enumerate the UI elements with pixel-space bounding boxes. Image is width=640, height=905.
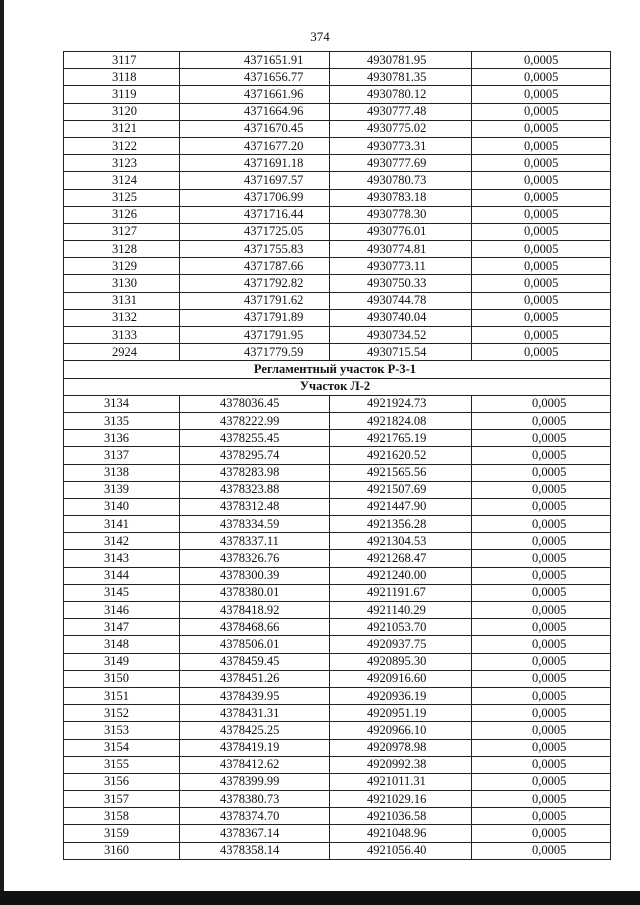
- accuracy-cell: 0,0005: [472, 602, 611, 619]
- point-number-cell: 3120: [64, 103, 180, 120]
- point-number-cell: 3156: [64, 773, 180, 790]
- x-coordinate-cell: 4378036.45: [180, 395, 330, 412]
- x-coordinate-cell: 4371716.44: [180, 206, 330, 223]
- y-coordinate-cell: 4930778.30: [330, 206, 472, 223]
- point-number-cell: 3136: [64, 430, 180, 447]
- x-coordinate-cell: 4378358.14: [180, 842, 330, 859]
- x-coordinate-cell: 4371791.95: [180, 327, 330, 344]
- point-number-cell: 3126: [64, 206, 180, 223]
- point-number-cell: 3123: [64, 155, 180, 172]
- y-coordinate-cell: 4921240.00: [330, 567, 472, 584]
- accuracy-cell: 0,0005: [472, 309, 611, 326]
- point-number-cell: 3121: [64, 120, 180, 137]
- table-row: [64, 653, 611, 670]
- accuracy-cell: 0,0005: [472, 773, 611, 790]
- accuracy-cell: 0,0005: [472, 705, 611, 722]
- table-row: [64, 292, 611, 309]
- x-coordinate-cell: 4378425.25: [180, 722, 330, 739]
- table-row: [64, 69, 611, 86]
- section-heading-reglament-row: [64, 361, 611, 378]
- x-coordinate-cell: 4378374.70: [180, 808, 330, 825]
- x-coordinate-cell: 4371697.57: [180, 172, 330, 189]
- x-coordinate-cell: 4378380.01: [180, 584, 330, 601]
- accuracy-cell: 0,0005: [472, 653, 611, 670]
- scan-bottom-edge: [0, 891, 640, 905]
- accuracy-cell: 0,0005: [472, 516, 611, 533]
- table-row: [64, 241, 611, 258]
- point-number-cell: 3153: [64, 722, 180, 739]
- x-coordinate-cell: 4378300.39: [180, 567, 330, 584]
- point-number-cell: 3158: [64, 808, 180, 825]
- accuracy-cell: 0,0005: [472, 584, 611, 601]
- point-number-cell: 3137: [64, 447, 180, 464]
- x-coordinate-cell: 4378439.95: [180, 687, 330, 704]
- y-coordinate-cell: 4930715.54: [330, 344, 472, 361]
- x-coordinate-cell: 4378418.92: [180, 602, 330, 619]
- accuracy-cell: 0,0005: [472, 172, 611, 189]
- scan-edge: [0, 0, 4, 905]
- x-coordinate-cell: 4371677.20: [180, 137, 330, 154]
- y-coordinate-cell: 4930740.04: [330, 309, 472, 326]
- accuracy-cell: 0,0005: [472, 567, 611, 584]
- y-coordinate-cell: 4921620.52: [330, 447, 472, 464]
- y-coordinate-cell: 4921053.70: [330, 619, 472, 636]
- y-coordinate-cell: 4921765.19: [330, 430, 472, 447]
- table-row: [64, 619, 611, 636]
- x-coordinate-cell: 4378459.45: [180, 653, 330, 670]
- accuracy-cell: 0,0005: [472, 103, 611, 120]
- accuracy-cell: 0,0005: [472, 86, 611, 103]
- accuracy-cell: 0,0005: [472, 825, 611, 842]
- x-coordinate-cell: 4371656.77: [180, 69, 330, 86]
- table-row: [64, 722, 611, 739]
- x-coordinate-cell: 4371791.89: [180, 309, 330, 326]
- table-row: [64, 584, 611, 601]
- accuracy-cell: 0,0005: [472, 756, 611, 773]
- point-number-cell: 3150: [64, 670, 180, 687]
- y-coordinate-cell: 4920937.75: [330, 636, 472, 653]
- point-number-cell: 3135: [64, 412, 180, 429]
- point-number-cell: 3142: [64, 533, 180, 550]
- table-row: [64, 447, 611, 464]
- point-number-cell: 3124: [64, 172, 180, 189]
- x-coordinate-cell: 4371755.83: [180, 241, 330, 258]
- table-row: [64, 464, 611, 481]
- y-coordinate-cell: 4930773.31: [330, 137, 472, 154]
- x-coordinate-cell: 4378337.11: [180, 533, 330, 550]
- y-coordinate-cell: 4930774.81: [330, 241, 472, 258]
- x-coordinate-cell: 4378312.48: [180, 498, 330, 515]
- table-row: [64, 705, 611, 722]
- y-coordinate-cell: 4930734.52: [330, 327, 472, 344]
- y-coordinate-cell: 4920992.38: [330, 756, 472, 773]
- point-number-cell: 2924: [64, 344, 180, 361]
- y-coordinate-cell: 4920951.19: [330, 705, 472, 722]
- point-number-cell: 3147: [64, 619, 180, 636]
- table-row: [64, 103, 611, 120]
- point-number-cell: 3132: [64, 309, 180, 326]
- x-coordinate-cell: 4371691.18: [180, 155, 330, 172]
- accuracy-cell: 0,0005: [472, 464, 611, 481]
- table-row: [64, 687, 611, 704]
- section-heading-plot-row: [64, 378, 611, 395]
- y-coordinate-cell: 4930744.78: [330, 292, 472, 309]
- x-coordinate-cell: 4378399.99: [180, 773, 330, 790]
- x-coordinate-cell: 4378326.76: [180, 550, 330, 567]
- y-coordinate-cell: 4921924.73: [330, 395, 472, 412]
- x-coordinate-cell: 4371779.59: [180, 344, 330, 361]
- y-coordinate-cell: 4921447.90: [330, 498, 472, 515]
- table-row: [64, 344, 611, 361]
- point-number-cell: 3144: [64, 567, 180, 584]
- table-row: [64, 86, 611, 103]
- accuracy-cell: 0,0005: [472, 550, 611, 567]
- point-number-cell: 3134: [64, 395, 180, 412]
- table-row: [64, 155, 611, 172]
- y-coordinate-cell: 4930781.95: [330, 52, 472, 69]
- accuracy-cell: 0,0005: [472, 481, 611, 498]
- y-coordinate-cell: 4921304.53: [330, 533, 472, 550]
- y-coordinate-cell: 4930750.33: [330, 275, 472, 292]
- table-row: [64, 172, 611, 189]
- accuracy-cell: 0,0005: [472, 791, 611, 808]
- x-coordinate-cell: 4371651.91: [180, 52, 330, 69]
- section-heading-reglament: Регламентный участок Р-3-1: [64, 361, 611, 378]
- x-coordinate-cell: 4371725.05: [180, 223, 330, 240]
- x-coordinate-cell: 4378431.31: [180, 705, 330, 722]
- table-row: [64, 791, 611, 808]
- point-number-cell: 3118: [64, 69, 180, 86]
- point-number-cell: 3128: [64, 241, 180, 258]
- accuracy-cell: 0,0005: [472, 430, 611, 447]
- table-row: [64, 430, 611, 447]
- point-number-cell: 3125: [64, 189, 180, 206]
- table-row: [64, 670, 611, 687]
- x-coordinate-cell: 4371661.96: [180, 86, 330, 103]
- point-number-cell: 3131: [64, 292, 180, 309]
- table-row: [64, 498, 611, 515]
- accuracy-cell: 0,0005: [472, 842, 611, 859]
- x-coordinate-cell: 4378380.73: [180, 791, 330, 808]
- y-coordinate-cell: 4921056.40: [330, 842, 472, 859]
- accuracy-cell: 0,0005: [472, 155, 611, 172]
- point-number-cell: 3155: [64, 756, 180, 773]
- point-number-cell: 3130: [64, 275, 180, 292]
- point-number-cell: 3143: [64, 550, 180, 567]
- coordinates-table-body: [64, 52, 611, 860]
- y-coordinate-cell: 4921048.96: [330, 825, 472, 842]
- y-coordinate-cell: 4920978.98: [330, 739, 472, 756]
- accuracy-cell: 0,0005: [472, 670, 611, 687]
- y-coordinate-cell: 4930777.48: [330, 103, 472, 120]
- table-row: [64, 533, 611, 550]
- table-row: [64, 189, 611, 206]
- y-coordinate-cell: 4920966.10: [330, 722, 472, 739]
- y-coordinate-cell: 4921036.58: [330, 808, 472, 825]
- point-number-cell: 3154: [64, 739, 180, 756]
- point-number-cell: 3145: [64, 584, 180, 601]
- point-number-cell: 3139: [64, 481, 180, 498]
- x-coordinate-cell: 4378283.98: [180, 464, 330, 481]
- point-number-cell: 3127: [64, 223, 180, 240]
- accuracy-cell: 0,0005: [472, 206, 611, 223]
- point-number-cell: 3119: [64, 86, 180, 103]
- x-coordinate-cell: 4378412.62: [180, 756, 330, 773]
- accuracy-cell: 0,0005: [472, 687, 611, 704]
- y-coordinate-cell: 4921029.16: [330, 791, 472, 808]
- x-coordinate-cell: 4371792.82: [180, 275, 330, 292]
- accuracy-cell: 0,0005: [472, 120, 611, 137]
- x-coordinate-cell: 4371791.62: [180, 292, 330, 309]
- table-row: [64, 636, 611, 653]
- table-row: [64, 137, 611, 154]
- accuracy-cell: 0,0005: [472, 447, 611, 464]
- point-number-cell: 3129: [64, 258, 180, 275]
- section-heading-plot: Участок Л-2: [64, 378, 611, 395]
- x-coordinate-cell: 4371664.96: [180, 103, 330, 120]
- y-coordinate-cell: 4930777.69: [330, 155, 472, 172]
- point-number-cell: 3160: [64, 842, 180, 859]
- y-coordinate-cell: 4921824.08: [330, 412, 472, 429]
- accuracy-cell: 0,0005: [472, 223, 611, 240]
- point-number-cell: 3141: [64, 516, 180, 533]
- accuracy-cell: 0,0005: [472, 344, 611, 361]
- accuracy-cell: 0,0005: [472, 808, 611, 825]
- point-number-cell: 3149: [64, 653, 180, 670]
- y-coordinate-cell: 4921507.69: [330, 481, 472, 498]
- y-coordinate-cell: 4930775.02: [330, 120, 472, 137]
- point-number-cell: 3146: [64, 602, 180, 619]
- x-coordinate-cell: 4378323.88: [180, 481, 330, 498]
- accuracy-cell: 0,0005: [472, 241, 611, 258]
- table-row: [64, 808, 611, 825]
- table-row: [64, 327, 611, 344]
- table-row: [64, 395, 611, 412]
- accuracy-cell: 0,0005: [472, 275, 611, 292]
- accuracy-cell: 0,0005: [472, 69, 611, 86]
- table-row: [64, 309, 611, 326]
- accuracy-cell: 0,0005: [472, 533, 611, 550]
- point-number-cell: 3140: [64, 498, 180, 515]
- x-coordinate-cell: 4378367.14: [180, 825, 330, 842]
- table-row: [64, 602, 611, 619]
- table-row: [64, 825, 611, 842]
- point-number-cell: 3148: [64, 636, 180, 653]
- x-coordinate-cell: 4371787.66: [180, 258, 330, 275]
- accuracy-cell: 0,0005: [472, 498, 611, 515]
- y-coordinate-cell: 4921011.31: [330, 773, 472, 790]
- x-coordinate-cell: 4378506.01: [180, 636, 330, 653]
- table-row: [64, 516, 611, 533]
- point-number-cell: 3117: [64, 52, 180, 69]
- y-coordinate-cell: 4930781.35: [330, 69, 472, 86]
- y-coordinate-cell: 4920936.19: [330, 687, 472, 704]
- table-row: [64, 258, 611, 275]
- y-coordinate-cell: 4920916.60: [330, 670, 472, 687]
- accuracy-cell: 0,0005: [472, 619, 611, 636]
- x-coordinate-cell: 4378295.74: [180, 447, 330, 464]
- page-number: 374: [310, 29, 330, 44]
- accuracy-cell: 0,0005: [472, 292, 611, 309]
- accuracy-cell: 0,0005: [472, 739, 611, 756]
- point-number-cell: 3122: [64, 137, 180, 154]
- table-row: [64, 52, 611, 69]
- table-row: [64, 756, 611, 773]
- x-coordinate-cell: 4378334.59: [180, 516, 330, 533]
- y-coordinate-cell: 4921140.29: [330, 602, 472, 619]
- x-coordinate-cell: 4378255.45: [180, 430, 330, 447]
- table-row: [64, 223, 611, 240]
- table-row: [64, 412, 611, 429]
- table-row: [64, 206, 611, 223]
- x-coordinate-cell: 4378468.66: [180, 619, 330, 636]
- point-number-cell: 3157: [64, 791, 180, 808]
- accuracy-cell: 0,0005: [472, 258, 611, 275]
- table-row: [64, 120, 611, 137]
- table-row: [64, 550, 611, 567]
- accuracy-cell: 0,0005: [472, 395, 611, 412]
- table-row: [64, 842, 611, 859]
- x-coordinate-cell: 4378451.26: [180, 670, 330, 687]
- x-coordinate-cell: 4371670.45: [180, 120, 330, 137]
- table-row: [64, 275, 611, 292]
- table-row: [64, 481, 611, 498]
- point-number-cell: 3133: [64, 327, 180, 344]
- accuracy-cell: 0,0005: [472, 412, 611, 429]
- accuracy-cell: 0,0005: [472, 189, 611, 206]
- accuracy-cell: 0,0005: [472, 636, 611, 653]
- table-row: [64, 567, 611, 584]
- table-row: [64, 773, 611, 790]
- y-coordinate-cell: 4921191.67: [330, 584, 472, 601]
- y-coordinate-cell: 4930776.01: [330, 223, 472, 240]
- y-coordinate-cell: 4930780.73: [330, 172, 472, 189]
- table-row: [64, 739, 611, 756]
- point-number-cell: 3159: [64, 825, 180, 842]
- y-coordinate-cell: 4921356.28: [330, 516, 472, 533]
- accuracy-cell: 0,0005: [472, 52, 611, 69]
- accuracy-cell: 0,0005: [472, 137, 611, 154]
- x-coordinate-cell: 4371706.99: [180, 189, 330, 206]
- accuracy-cell: 0,0005: [472, 722, 611, 739]
- accuracy-cell: 0,0005: [472, 327, 611, 344]
- y-coordinate-cell: 4920895.30: [330, 653, 472, 670]
- y-coordinate-cell: 4921565.56: [330, 464, 472, 481]
- y-coordinate-cell: 4921268.47: [330, 550, 472, 567]
- y-coordinate-cell: 4930783.18: [330, 189, 472, 206]
- x-coordinate-cell: 4378419.19: [180, 739, 330, 756]
- coordinates-table: [63, 51, 611, 860]
- point-number-cell: 3138: [64, 464, 180, 481]
- x-coordinate-cell: 4378222.99: [180, 412, 330, 429]
- y-coordinate-cell: 4930780.12: [330, 86, 472, 103]
- point-number-cell: 3151: [64, 687, 180, 704]
- point-number-cell: 3152: [64, 705, 180, 722]
- y-coordinate-cell: 4930773.11: [330, 258, 472, 275]
